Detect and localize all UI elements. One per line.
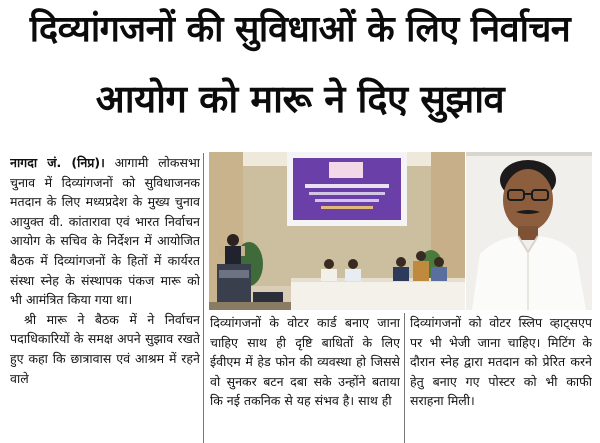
- dateline: नागदा जं. (निप्र)।: [10, 155, 105, 170]
- portrait-photo: [466, 152, 592, 310]
- headline-line-1: दिव्यांगजनों की सुविधाओं के लिए निर्वाचन: [29, 9, 571, 50]
- meeting-photo: [209, 152, 465, 310]
- article-column-2: [210, 313, 400, 443]
- column-divider-2: [404, 313, 405, 443]
- article-column-1: [10, 153, 200, 443]
- paragraph-3: दिव्यांगजनों के वोटर कार्ड बनाए जाना चाहिए साथ ही दृष्टि बाधितों के लिए ईवीएम में हेड फोन की व्यवस्था हो जिससे वो सुनकर बटन दबा सके उन्होंने बताया कि नई तकनिक से यह संभव है। साथ ही: [210, 315, 400, 409]
- paragraph-1: आगामी लोकसभा चुनाव में दिव्यांगजनों को सुविधाजनक मतदान के लिए मध्यप्रदेश के मुख्य चुनाव आयुक्त वी. कांतारावा एवं भारत निर्वाचन आयोग के सचिव के निर्देशन में आयोजित बैठक में दिव्यांगजनों के हितों में कार्यरत संस्था स्नेह के संस्थापक पंकज मारू को भी आमंत्रित किया गया था।: [10, 155, 200, 308]
- article-column-3: [410, 313, 592, 443]
- portrait-illustration: [466, 152, 592, 310]
- headline-line-2: आयोग को मारू ने दिए सुझाव: [95, 77, 505, 121]
- column-divider: [203, 153, 204, 443]
- paragraph-4: दिव्यांगजनों को वोटर स्लिप व्हाट्सएप पर भी भेजी जाना चाहिए। मिटिंग के दौरान स्नेह द्वारा मतदान को प्रेरित करने हेतु बनाए गए पोस्टर को भी काफी सराहना मिली।: [410, 315, 592, 409]
- meeting-photo-illustration: [209, 152, 465, 310]
- paragraph-2: श्री मारू ने बैठक में ने निर्वाचन पदाधिकारियों के समक्ष अपने सुझाव रखते हुए कहा कि छात्रावास एवं आश्रम में रहने वाले: [10, 311, 200, 386]
